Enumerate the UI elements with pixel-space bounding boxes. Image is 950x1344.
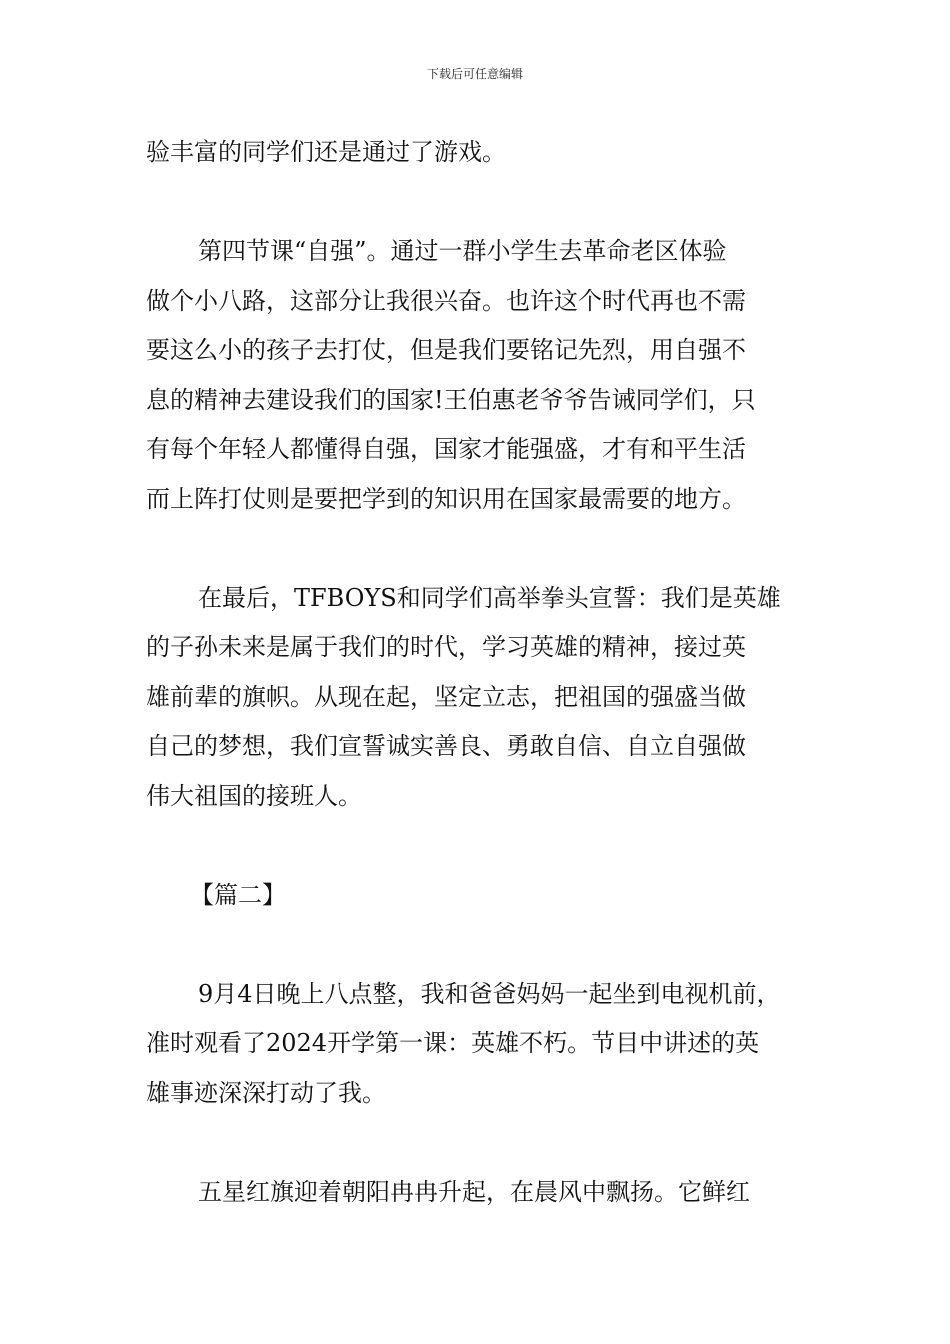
paragraph-spacer [146, 524, 836, 574]
document-body [146, 128, 836, 1217]
text-line: 息的精神去建设我们的国家!王伯惠老爷爷告诫同学们，只 [146, 385, 756, 414]
text-line: 准时观看了2024开学第一课：英雄不朽。节目中讲述的英 [146, 1029, 760, 1057]
paragraph-1 [146, 128, 836, 178]
text-line: 做个小八路，这部分让我很兴奋。也许这个时代再也不需 [146, 286, 746, 315]
page-header: 下载后可任意编辑 [426, 67, 523, 81]
paragraph-2 [146, 227, 836, 524]
paragraph-spacer [146, 1118, 836, 1168]
section-heading: 【篇二】 [190, 880, 286, 909]
text-line: 9月4日晚上八点整，我和爸爸妈妈一起坐到电视机前， [198, 979, 781, 1008]
paragraph-spacer [146, 178, 836, 228]
text-line: 五星红旗迎着朝阳冉冉升起，在晨风中飘扬。它鲜红 [198, 1177, 750, 1206]
text-line: 伟大祖国的接班人。 [146, 781, 362, 810]
paragraph-4 [146, 970, 836, 1119]
text-line: 在最后，TFBOYS和同学们高举拳头宣誓：我们是英雄 [198, 583, 781, 612]
text-line: 自己的梦想，我们宣誓诚实善良、勇敢自信、自立自强做 [146, 732, 746, 760]
text-line: 雄事迹深深打动了我。 [146, 1078, 386, 1107]
paragraph-spacer [146, 920, 836, 970]
text-line: 第四节课“自强”。通过一群小学生去革命老区体验 [198, 237, 727, 265]
paragraph-3 [146, 574, 836, 822]
paragraph-5 [146, 1168, 836, 1218]
text-line: 的子孙未来是属于我们的时代，学习英雄的精神，接过英 [146, 633, 746, 661]
text-line: 有每个年轻人都懂得自强，国家才能强盛，才有和平生活 [146, 435, 746, 463]
paragraph-spacer [146, 821, 836, 871]
text-line: 雄前辈的旗帜。从现在起，坚定立志，把祖国的强盛当做 [146, 682, 746, 711]
text-line: 要这么小的孩子去打仗，但是我们要铭记先烈，用自强不 [146, 336, 746, 364]
text-line: 验丰富的同学们还是通过了游戏。 [146, 138, 506, 166]
text-line: 而上阵打仗则是要把学到的知识用在国家最需要的地方。 [146, 484, 746, 513]
